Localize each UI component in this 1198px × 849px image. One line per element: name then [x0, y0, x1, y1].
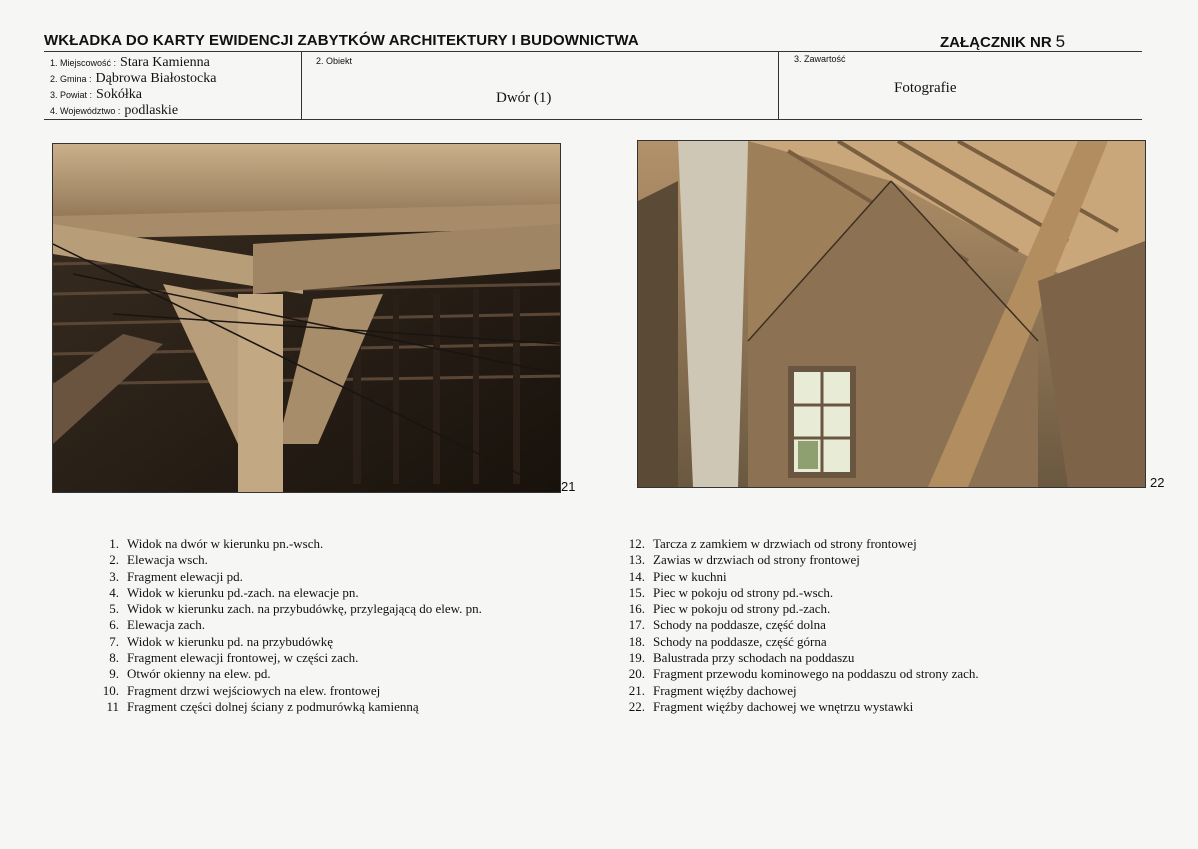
- caption-number: 21.: [628, 682, 645, 698]
- roof-truss-interior-image: [638, 141, 1145, 487]
- caption-item: [620, 683, 979, 699]
- commune-label: 2. Gmina :: [50, 74, 92, 84]
- location-block: [50, 54, 300, 118]
- location-row-town: [50, 54, 300, 70]
- caption-text: Fragment elewacji pd.: [127, 568, 243, 584]
- caption-number: 7.: [109, 633, 119, 649]
- caption-text: Zawias w drzwiach od strony frontowej: [653, 552, 860, 568]
- caption-list-left: [94, 536, 482, 715]
- caption-text: Schody na poddasze, część górna: [653, 633, 827, 649]
- roof-truss-image: [53, 144, 560, 492]
- caption-number: 22.: [628, 698, 645, 714]
- caption-item: [620, 617, 979, 633]
- caption-item: [94, 569, 482, 585]
- caption-number: 6.: [109, 617, 119, 633]
- photo-22-number: 22: [1150, 475, 1165, 490]
- caption-number: 11: [106, 698, 119, 714]
- caption-text: Piec w pokoju od strony pd.-zach.: [653, 601, 831, 617]
- caption-item: [620, 569, 979, 585]
- caption-item: [94, 683, 482, 699]
- caption-item: [94, 552, 482, 568]
- caption-number: 8.: [109, 650, 119, 666]
- caption-item: [94, 634, 482, 650]
- county-value: Sokółka: [96, 87, 142, 102]
- caption-text: Fragment części dolnej ściany z podmurówką kamienną: [127, 698, 419, 714]
- caption-number: 3.: [109, 568, 119, 584]
- header-bottom-rule: [44, 119, 1142, 120]
- caption-item: [94, 699, 482, 715]
- caption-number: 17.: [628, 617, 645, 633]
- caption-item: [94, 617, 482, 633]
- caption-item: [94, 585, 482, 601]
- caption-text: Balustrada przy schodach na poddaszu: [653, 650, 855, 666]
- county-label: 3. Powiat :: [50, 90, 93, 100]
- caption-text: Widok w kierunku pd. na przybudówkę: [127, 633, 333, 649]
- caption-text: Widok w kierunku pd.-zach. na elewacje pn.: [127, 584, 359, 600]
- caption-number: 5.: [109, 601, 119, 617]
- commune-value: Dąbrowa Białostocka: [95, 71, 217, 86]
- caption-item: [620, 634, 979, 650]
- caption-text: Otwór okienny na elew. pd.: [127, 666, 271, 682]
- location-row-county: [50, 86, 300, 102]
- annex-label: [940, 32, 1065, 52]
- document-title: WKŁADKA DO KARTY EWIDENCJI ZABYTKÓW ARCHITEKTURY I BUDOWNICTWA: [44, 32, 639, 49]
- town-label: 1. Miejscowość :: [50, 58, 117, 68]
- caption-text: Piec w kuchni: [653, 568, 727, 584]
- caption-number: 12.: [628, 536, 645, 551]
- caption-number: 2.: [109, 552, 119, 568]
- caption-item: [94, 601, 482, 617]
- caption-number: 20.: [628, 666, 645, 682]
- caption-item: [620, 650, 979, 666]
- header-divider-1: [301, 52, 302, 119]
- caption-number: 4.: [109, 584, 119, 600]
- caption-item: [620, 552, 979, 568]
- caption-item: [94, 650, 482, 666]
- annex-number: 5: [1055, 32, 1066, 51]
- caption-text: Fragment więźby dachowej we wnętrzu wystawki: [653, 698, 914, 714]
- caption-text: Schody na poddasze, część dolna: [653, 617, 826, 633]
- caption-text: Widok na dwór w kierunku pn.-wsch.: [127, 536, 324, 551]
- content-label: 3. Zawartość: [794, 54, 846, 64]
- caption-item: [94, 536, 482, 552]
- caption-number: 13.: [628, 552, 645, 568]
- voivodeship-label: 4. Województwo :: [50, 106, 121, 116]
- caption-text: Fragment drzwi wejściowych na elew. frontowej: [127, 682, 381, 698]
- caption-list-right: [620, 536, 979, 715]
- caption-text: Fragment przewodu kominowego na poddaszu od strony zach.: [653, 666, 979, 682]
- caption-number: 19.: [628, 650, 645, 666]
- caption-number: 16.: [628, 601, 645, 617]
- caption-text: Widok w kierunku zach. na przybudówkę, przylegającą do elew. pn.: [127, 601, 482, 617]
- content-value: Fotografie: [894, 80, 957, 96]
- caption-number: 18.: [628, 633, 645, 649]
- caption-text: Piec w pokoju od strony pd.-wsch.: [653, 584, 834, 600]
- caption-text: Elewacja wsch.: [127, 552, 208, 568]
- location-row-voivodeship: [50, 102, 300, 118]
- header-top-rule: [44, 51, 1142, 52]
- voivodeship-value: podlaskie: [124, 103, 179, 118]
- town-value: Stara Kamienna: [120, 55, 210, 70]
- caption-text: Fragment więźby dachowej: [653, 682, 797, 698]
- caption-number: 10.: [102, 682, 119, 698]
- object-label: 2. Obiekt: [316, 56, 353, 66]
- caption-number: 14.: [628, 568, 645, 584]
- caption-number: 1.: [109, 536, 119, 551]
- photo-21-number: 21: [561, 479, 576, 494]
- caption-item: [620, 536, 979, 552]
- header-divider-2: [778, 52, 779, 119]
- photo-22: [637, 140, 1146, 488]
- caption-number: 9.: [109, 666, 119, 682]
- photo-21: [52, 143, 561, 493]
- caption-text: Elewacja zach.: [127, 617, 205, 633]
- caption-item: [620, 699, 979, 715]
- caption-item: [620, 601, 979, 617]
- caption-item: [620, 666, 979, 682]
- caption-item: [94, 666, 482, 682]
- caption-number: 15.: [628, 584, 645, 600]
- caption-text: Fragment elewacji frontowej, w części zach.: [127, 650, 359, 666]
- annex-label-text: ZAŁĄCZNIK NR: [940, 34, 1052, 51]
- caption-item: [620, 585, 979, 601]
- location-row-commune: [50, 70, 300, 86]
- caption-text: Tarcza z zamkiem w drzwiach od strony frontowej: [653, 536, 917, 551]
- object-value: Dwór (1): [496, 90, 552, 106]
